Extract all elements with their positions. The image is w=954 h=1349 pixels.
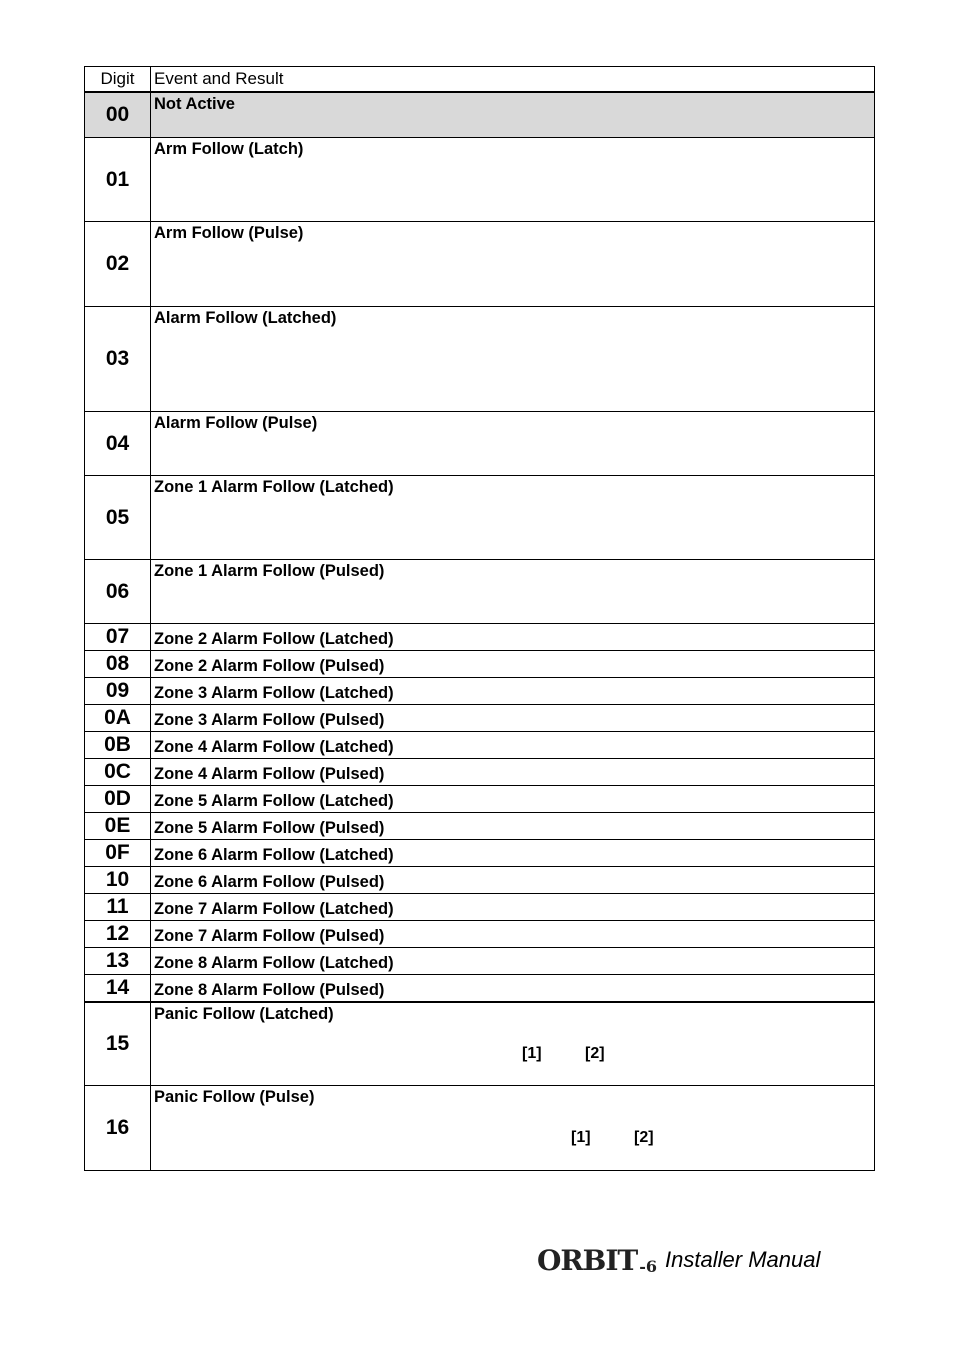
table-row: [85, 306, 874, 411]
row-digit: 14: [85, 975, 151, 1001]
table-row: [85, 677, 874, 704]
table-row: [85, 1001, 874, 1085]
table-row: [85, 623, 874, 650]
row-event: Zone 6 Alarm Follow (Latched): [154, 846, 394, 864]
row-event: Zone 6 Alarm Follow (Pulsed): [154, 873, 385, 891]
page-footer: [537, 1240, 820, 1280]
row-event: Zone 5 Alarm Follow (Latched): [154, 792, 394, 810]
row-event: Panic Follow (Latched): [154, 1005, 334, 1023]
table-row: [85, 1085, 874, 1170]
row-event: Zone 3 Alarm Follow (Latched): [154, 684, 394, 702]
row-digit: 0D: [85, 786, 151, 812]
row-event: Arm Follow (Latch): [154, 140, 304, 158]
row-event: Zone 1 Alarm Follow (Pulsed): [154, 562, 385, 580]
row-digit: 08: [85, 651, 151, 677]
row-digit: 00: [85, 93, 151, 137]
table-row: [85, 812, 874, 839]
row-event: Zone 2 Alarm Follow (Pulsed): [154, 657, 385, 675]
row-event: Zone 8 Alarm Follow (Latched): [154, 954, 394, 972]
row-digit: 07: [85, 624, 151, 650]
row-event: Arm Follow (Pulse): [154, 224, 304, 242]
table-row: [85, 974, 874, 1001]
row-digit: 09: [85, 678, 151, 704]
row-event: Panic Follow (Pulse): [154, 1088, 315, 1106]
table-row: [85, 221, 874, 306]
row-event: Zone 2 Alarm Follow (Latched): [154, 630, 394, 648]
table-row: [85, 785, 874, 812]
row-digit: 0A: [85, 705, 151, 731]
row-event: Zone 7 Alarm Follow (Pulsed): [154, 927, 385, 945]
row-event: Alarm Follow (Pulse): [154, 414, 318, 432]
row-digit: 0B: [85, 732, 151, 758]
row-digit: 12: [85, 921, 151, 947]
reference-1: [1]: [571, 1129, 591, 1146]
table-row: [85, 839, 874, 866]
table-row: [85, 947, 874, 974]
row-event: Zone 3 Alarm Follow (Pulsed): [154, 711, 385, 729]
table-row: [85, 559, 874, 623]
row-digit: 0E: [85, 813, 151, 839]
row-event: Zone 4 Alarm Follow (Pulsed): [154, 765, 385, 783]
row-event: Zone 7 Alarm Follow (Latched): [154, 900, 394, 918]
row-digit: 15: [85, 1003, 151, 1085]
row-digit: 05: [85, 476, 151, 559]
table-header: [85, 67, 874, 91]
row-event: Zone 5 Alarm Follow (Pulsed): [154, 819, 385, 837]
reference-2: [2]: [634, 1129, 654, 1146]
row-digit: 01: [85, 138, 151, 221]
event-table: [84, 66, 875, 1171]
table-row: [85, 704, 874, 731]
row-digit: 04: [85, 412, 151, 475]
table-row: [85, 731, 874, 758]
table-row: [85, 893, 874, 920]
row-digit: 13: [85, 948, 151, 974]
header-digit: Digit: [85, 67, 151, 91]
orbit-logo: ORBIT: [537, 1243, 638, 1277]
table-row: [85, 475, 874, 559]
table-row: [85, 866, 874, 893]
row-event: Zone 1 Alarm Follow (Latched): [154, 478, 394, 496]
row-digit: 10: [85, 867, 151, 893]
orbit-logo-suffix: -6: [639, 1256, 658, 1276]
header-event: Event and Result: [154, 69, 284, 88]
row-event: Zone 4 Alarm Follow (Latched): [154, 738, 394, 756]
table-row: [85, 650, 874, 677]
table-row: [85, 920, 874, 947]
row-digit: 03: [85, 307, 151, 411]
row-digit: 06: [85, 560, 151, 623]
row-digit: 02: [85, 222, 151, 306]
row-event: Not Active: [154, 95, 235, 113]
row-event: Alarm Follow (Latched): [154, 309, 337, 327]
table-row: [85, 137, 874, 221]
row-digit: 16: [85, 1086, 151, 1170]
row-event: Zone 8 Alarm Follow (Pulsed): [154, 981, 385, 999]
table-row: [85, 91, 874, 137]
row-digit: 11: [85, 894, 151, 920]
row-digit: 0F: [85, 840, 151, 866]
manual-title: Installer Manual: [665, 1247, 821, 1272]
reference-1: [1]: [522, 1045, 542, 1062]
table-row: [85, 411, 874, 475]
row-digit: 0C: [85, 759, 151, 785]
table-row: [85, 758, 874, 785]
reference-2: [2]: [585, 1045, 605, 1062]
